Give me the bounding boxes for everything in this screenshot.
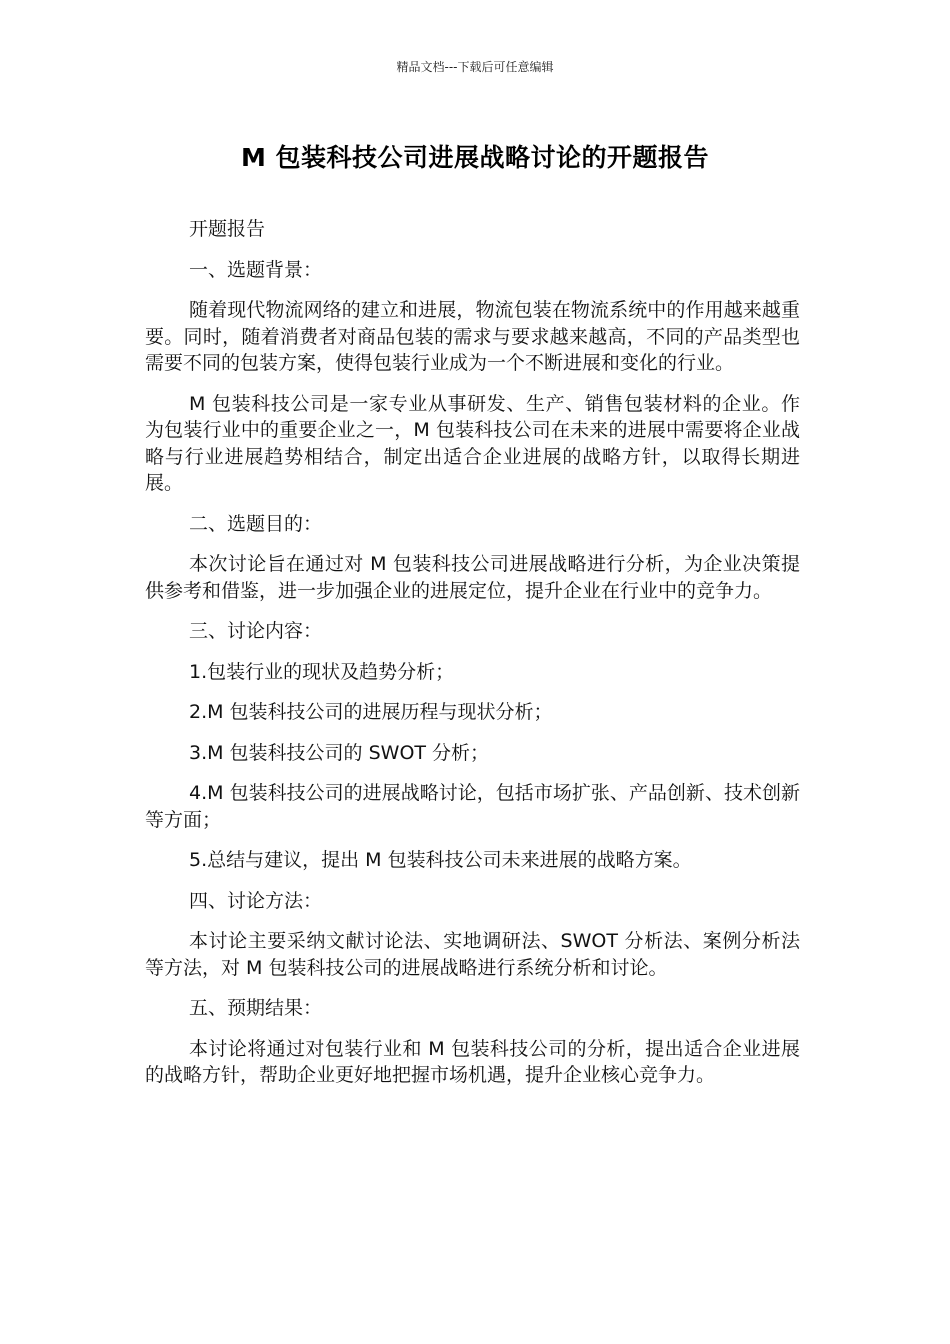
document-body (145, 216, 800, 1103)
list-item-content-5: 5.总结与建议，提出 M 包装科技公司未来进展的战略方案。 (189, 849, 692, 871)
list-item-content-3: 3.M 包装科技公司的 SWOT 分析； (189, 741, 490, 764)
document-title: M 包装科技公司进展战略讨论的开题报告 (240, 143, 710, 172)
section-heading-content: 三、讨论内容： (189, 620, 323, 642)
paragraph-heading-report: 开题报告 (189, 218, 266, 240)
section-heading-expected-results: 五、预期结果： (189, 997, 323, 1019)
paragraph-background-1: 随着现代物流网络的建立和进展，物流包装在物流系统中的作用越来越重要。同时，随着消费者对商品包装的需求与要求越来越高，不同的产品类型也需要不同的包装方案，使得包装行业成为一个不断进展和变化的行业。 (145, 299, 800, 374)
list-item-content-2: 2.M 包装科技公司的进展历程与现状分析； (189, 701, 553, 723)
section-heading-purpose: 二、选题目的： (189, 512, 323, 535)
list-item-content-4: 4.M 包装科技公司的进展战略讨论，包括市场扩张、产品创新、技术创新等方面； (145, 782, 800, 831)
section-heading-method: 四、讨论方法： (189, 889, 323, 912)
paragraph-method: 本讨论主要采纳文献讨论法、实地调研法、SWOT 分析法、案例分析法等方法，对 M 包装科技公司的进展战略进行系统分析和讨论。 (145, 930, 800, 979)
header-note: 精品文档---下载后可任意编辑 (396, 60, 554, 74)
paragraph-expected-results: 本讨论将通过对包装行业和 M 包装科技公司的分析，提出适合企业进展的战略方针，帮助企业更好地把握市场机遇，提升企业核心竞争力。 (145, 1037, 800, 1086)
paragraph-background-2: M 包装科技公司是一家专业从事研发、生产、销售包装材料的企业。作为包装行业中的重要企业之一，M 包装科技公司在未来的进展中需要将企业战略与行业进展趋势相结合，制定出适合企业进展的战略方针，以取得长期进展。 (145, 392, 800, 494)
list-item-content-1: 1.包装行业的现状及趋势分析； (189, 660, 455, 683)
section-heading-background: 一、选题背景： (189, 258, 323, 281)
paragraph-purpose: 本次讨论旨在通过对 M 包装科技公司进展战略进行分析，为企业决策提供参考和借鉴，进一步加强企业的进展定位，提升企业在行业中的竞争力。 (145, 553, 800, 602)
